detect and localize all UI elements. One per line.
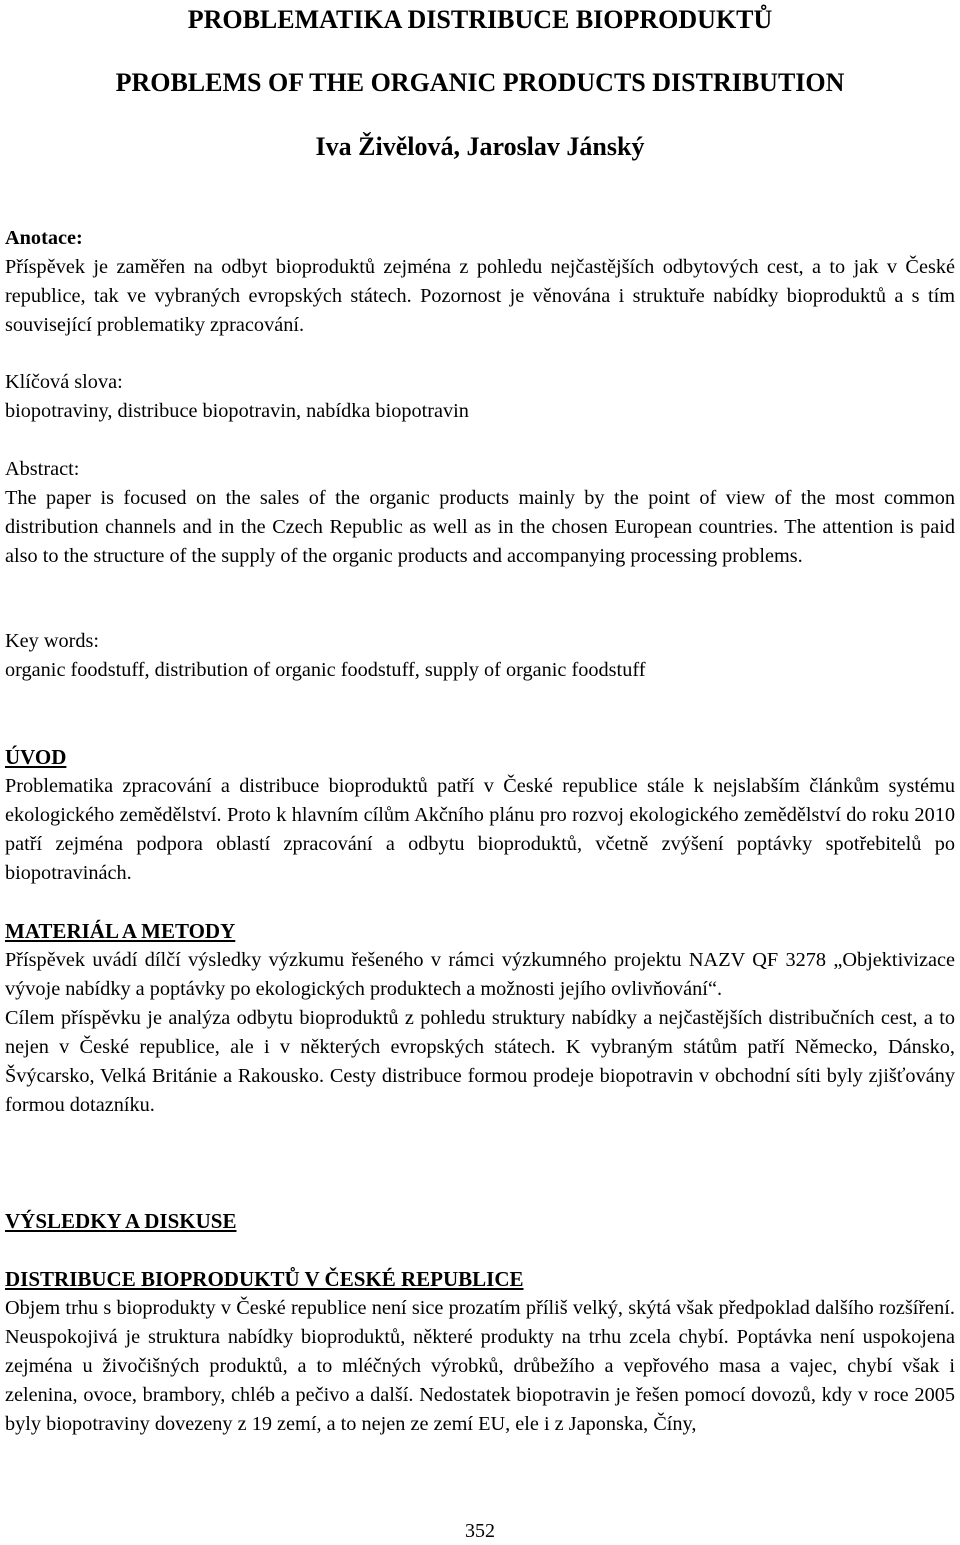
key-words-text: organic foodstuff, distribution of organic foodstuff, supply of organic foodstuff xyxy=(5,659,646,681)
distribuce-cr-section xyxy=(5,1265,955,1439)
title-english: PROBLEMS OF THE ORGANIC PRODUCTS DISTRIBUTION xyxy=(115,68,845,97)
key-words-label: Key words: xyxy=(5,630,100,652)
key-words-section xyxy=(5,627,955,685)
anotace-text: Příspěvek je zaměřen na odbyt bioproduktů zejména z pohledu nejčastějších odbytových cest, a to jak v České republice, tak ve vybraných evropských státech. Pozornost je věnována i struktuře nabídky bioproduktů a s tím související problematiky zpracování. xyxy=(5,256,955,336)
distribuce-cr-text: Objem trhu s bioprodukty v České republice není sice prozatím příliš velký, skýtá však předpoklad dalšího rozšíření. Neuspokojivá je struktura nabídky bioproduktů, některé produkty na trhu zcela chybí. Poptávka není uspokojena zejména u živočišných produktů, a to mléčných výrobků, drůbežího a vepřového masa a vajec, chybí však i zelenina, ovoce, brambory, chléb a pečivo a další. Nedostatek biopotravin je řešen pomocí dovozů, kdy v roce 2005 byly biopotraviny dovezeny z 19 zemí, a to nejen ze zemí EU, ele i z Japonska, Číny, xyxy=(5,1297,955,1435)
anotace-label: Anotace: xyxy=(5,227,83,249)
material-text-2: Cílem příspěvku je analýza odbytu bioproduktů z pohledu struktury nabídky a nejčastějších distribučních cest, a to nejen v České republice, ale i v některých evropských státech. K vybraným státům patří Německo, Dánsko, Švýcarsko, Velká Británie a Rakousko. Cesty distribuce formou prodeje biopotravin v obchodní síti byly zjišťovány formou dotazníku. xyxy=(5,1007,955,1116)
klicova-slova-section xyxy=(5,368,955,426)
material-text-1: Příspěvek uvádí dílčí výsledky výzkumu řešeného v rámci výzkumného projektu NAZV QF 3278 „Objektivizace vývoje nabídky a poptávky po ekologických produktech a možnosti jejího ovlivňování“. xyxy=(5,949,955,1000)
vysledky-section xyxy=(5,1207,955,1236)
vysledky-heading: VÝSLEDKY A DISKUSE xyxy=(5,1209,237,1233)
abstract-section xyxy=(5,455,955,571)
abstract-label: Abstract: xyxy=(5,458,80,480)
klicova-slova-label: Klíčová slova: xyxy=(5,371,123,393)
uvod-text: Problematika zpracování a distribuce bioproduktů patří v České republice stále k nejslabším článkům systému ekologického zemědělství. Proto k hlavním cílům Akčního plánu pro rozvoj ekologického zemědělství do roku 2010 patří zejména podpora oblastí zpracování a odbytu bioproduktů, včetně zvýšení poptávky spotřebitelů po biopotravinách. xyxy=(5,775,955,884)
authors: Iva Živělová, Jaroslav Jánský xyxy=(315,132,645,161)
material-section xyxy=(5,917,955,1120)
abstract-text: The paper is focused on the sales of the organic products mainly by the point of view of the most common distribution channels and in the Czech Republic as well as in the chosen European countries. The attention is paid also to the structure of the supply of the organic products and accompanying processing problems. xyxy=(5,487,955,567)
uvod-section xyxy=(5,743,955,888)
distribuce-cr-heading: DISTRIBUCE BIOPRODUKTŮ V ČESKÉ REPUBLICE xyxy=(5,1267,524,1291)
page-number: 352 xyxy=(465,1520,495,1542)
title-czech: PROBLEMATIKA DISTRIBUCE BIOPRODUKTŮ xyxy=(187,5,773,34)
uvod-heading: ÚVOD xyxy=(5,745,67,769)
klicova-slova-text: biopotraviny, distribuce biopotravin, nabídka biopotravin xyxy=(5,400,469,422)
anotace-section xyxy=(5,224,955,340)
material-heading: MATERIÁL A METODY xyxy=(5,919,236,943)
